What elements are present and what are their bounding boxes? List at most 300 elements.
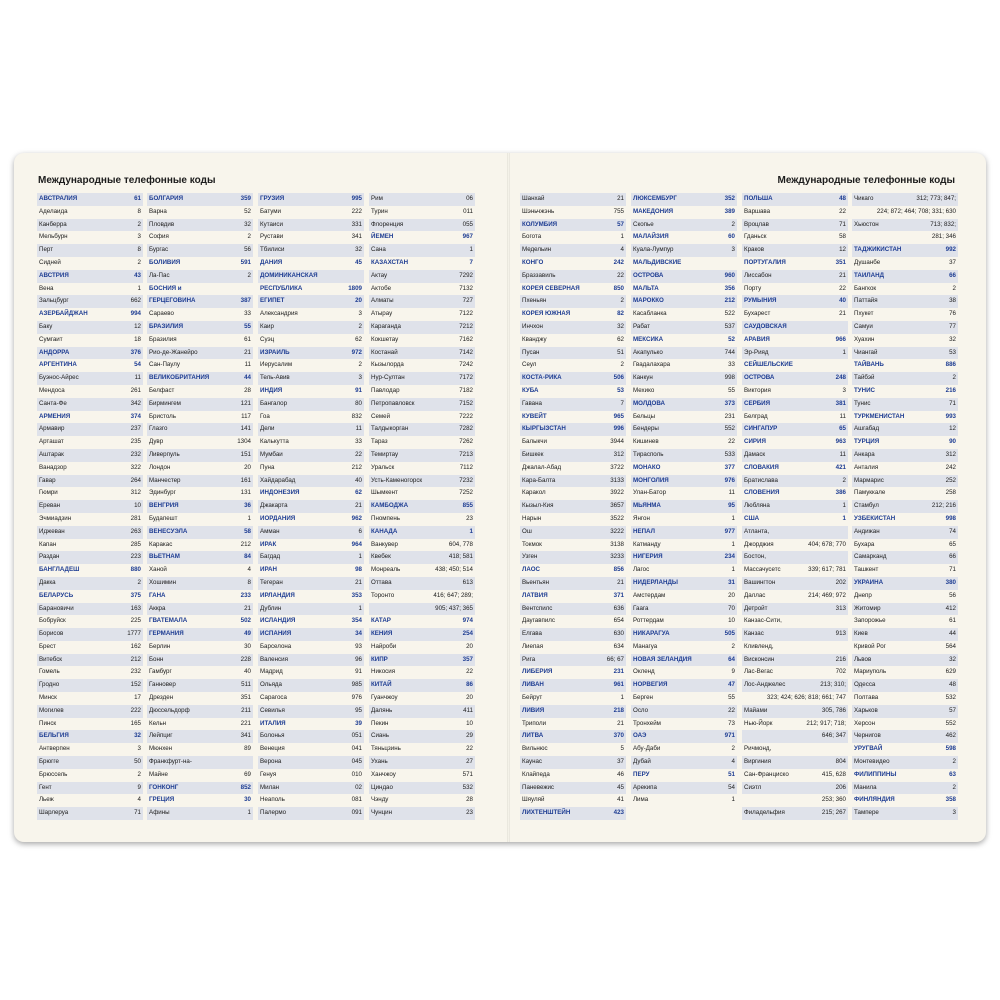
place-name: КУБА [522,386,539,394]
place-name: Джалал-Абад [522,463,562,471]
place-name: Кванджу [522,335,547,343]
city-row [147,513,253,526]
dial-code: 61 [244,335,251,343]
city-row [520,782,626,795]
place-name: Стамбул [854,502,879,510]
dial-code: 3222 [610,527,624,535]
city-row [37,321,143,334]
city-row [852,666,958,679]
city-row [147,539,253,552]
place-name: Акапулько [633,348,663,356]
place-name: МОНГОЛИЯ [633,476,669,484]
dial-code: 77 [949,322,956,330]
dial-code: 2 [137,220,141,228]
country-row [631,295,737,308]
country-row [369,231,475,244]
city-row [520,603,626,616]
place-name: МАЛЬДИВСКИЕ [633,258,682,266]
place-name: Торонто [371,591,395,599]
city-row [520,193,626,206]
dial-code: 06 [466,195,473,202]
place-name: Амман [260,527,280,535]
place-name: Чиангай [854,348,878,356]
dial-code: 552 [945,719,956,727]
city-row [258,462,364,475]
place-name: Семей [371,412,391,420]
place-name: ОСТРОВА [744,374,775,382]
country-row [742,462,848,475]
dial-code: 74 [949,527,956,535]
city-row [520,628,626,641]
country-row [369,257,475,270]
place-name: КИПР [371,655,388,663]
city-row [631,539,737,552]
city-row [631,308,737,321]
place-name: УЗБЕКИСТАН [854,514,896,522]
dial-code: 462 [945,732,956,740]
place-name: Лас-Вегас [744,668,773,676]
dial-code: 63 [949,770,956,778]
dial-code: 12 [949,425,956,433]
country-row [258,385,364,398]
place-name: Бонн [149,655,164,663]
place-name: Глазго [149,425,168,433]
city-row [520,743,626,756]
place-name: Медельин [522,246,552,254]
city-row [742,564,848,577]
dial-code [842,321,846,334]
dial-code: 254 [462,630,473,638]
dial-code: 880 [130,566,141,574]
dial-code: 371 [613,591,624,599]
city-row [742,615,848,628]
place-name: Дакка [39,578,56,586]
city-row [520,295,626,308]
dial-code: 339; 617; 781 [808,566,846,574]
city-row [37,641,143,654]
dial-code: 960 [724,271,735,279]
dial-code: 744 [724,348,735,356]
dial-code: 215; 267 [821,809,846,817]
dial-code: 662 [130,297,141,305]
dial-code: 73 [728,719,735,727]
city-row [37,513,143,526]
dial-code: 22 [839,284,846,292]
dial-code: 48 [839,195,846,202]
country-row [852,794,958,807]
place-name: Харьков [854,706,878,714]
place-name: СЛОВАКИЯ [744,463,779,471]
place-name: Капан [39,540,57,548]
dial-code: 131 [240,489,251,497]
dial-code: 966 [835,335,846,343]
dial-code: 52 [728,335,735,343]
place-name: Шанхай [522,195,545,202]
dial-code: 998 [724,374,735,382]
place-name: Мендоса [39,386,65,394]
place-name: Бирмингем [149,399,181,407]
place-name: Лиссабон [744,271,772,279]
place-name: МЬЯНМА [633,502,661,510]
dial-code: 7142 [459,348,473,356]
dial-code: 702 [835,668,846,676]
city-row [147,756,253,769]
dial-code: 423 [613,809,624,817]
place-name: Буэнос-Айрес [39,374,79,382]
dial-code: 7242 [459,361,473,369]
city-row [37,615,143,628]
place-name: Тампере [854,809,879,817]
dial-code: 976 [724,476,735,484]
place-name: Джорджия [744,540,774,548]
place-name: Елгава [522,630,542,638]
dial-code: 91 [355,386,362,394]
city-row [37,654,143,667]
country-row [258,718,364,731]
country-row [520,411,626,424]
city-row [147,462,253,475]
dial-code: 28 [244,386,251,394]
dial-code: 380 [945,578,956,586]
city-row [258,219,364,232]
city-row [631,359,737,372]
city-row [258,603,364,616]
place-name: Гюмри [39,489,58,497]
dial-code: 438; 450; 514 [435,566,473,574]
country-row [742,295,848,308]
dial-code: 8 [247,578,251,586]
place-name: Кутаиси [260,220,283,228]
place-name: Бейрут [522,694,543,702]
city-row [520,539,626,552]
place-name: Гавар [39,476,56,484]
country-row [147,321,253,334]
dial-code: 10 [728,617,735,625]
dial-code: 222 [351,207,362,215]
dial-code [247,283,251,296]
city-row [742,807,848,820]
dial-code: 21 [244,348,251,356]
place-name: Пусан [522,348,540,356]
city-row [258,308,364,321]
dial-code: 312 [613,450,624,458]
city-row [631,794,737,807]
place-name: Амстердам [633,591,666,599]
place-name: Львов [854,655,872,663]
place-name: Лагос [633,566,650,574]
city-row [631,347,737,360]
place-name: Варна [149,207,167,215]
dial-code: 43 [134,271,141,279]
dial-code: 2 [358,322,362,330]
country-row [520,257,626,270]
place-name: АРМЕНИЯ [39,412,71,420]
place-name: КОНГО [522,258,544,266]
place-name: Эчмиадзин [39,514,72,522]
dial-code: 71 [134,809,141,817]
dial-code: 91 [355,668,362,676]
country-row [258,615,364,628]
place-name: Антверпен [39,745,70,753]
city-row [631,513,737,526]
dial-code: 7282 [459,425,473,433]
place-name: Нью-Йорк [744,719,773,727]
dial-code: 7232 [459,476,473,484]
dial-code: 12 [839,246,846,254]
city-row [742,475,848,488]
place-name: ТАДЖИКИСТАН [854,246,902,254]
city-row [258,743,364,756]
place-name: Бобруйск [39,617,66,625]
country-row [742,334,848,347]
place-name: КАТАР [371,617,391,625]
dial-code: 216 [835,655,846,663]
country-row [852,743,958,756]
dial-code: 36 [244,502,251,510]
dial-code: 985 [351,681,362,689]
dial-code: 963 [835,438,846,446]
city-row [631,321,737,334]
dial-code: 20 [466,642,473,650]
dial-code: 404; 678; 770 [808,540,846,548]
place-name: ГЕРМАНИЯ [149,630,184,638]
place-name: Кызыл-Кия [522,502,554,510]
place-name: Алматы [371,297,394,305]
place-name: ЛИХТЕНШТЕЙН [522,809,571,817]
place-name: Абу-Даби [633,745,661,753]
dial-code: 29 [466,732,473,740]
place-name: Севилья [260,706,285,714]
dial-code: 65 [949,540,956,548]
city-row [369,564,475,577]
dial-code: 322 [130,463,141,471]
place-name: Аштарак [39,450,64,458]
place-name: НОВАЯ ЗЕЛАНДИЯ [633,655,692,663]
city-row [369,321,475,334]
place-name: Херсон [854,719,876,727]
country-row [852,244,958,257]
city-row [147,666,253,679]
dial-code: 533 [724,450,735,458]
country-row [520,219,626,232]
dial-code: 213; 310; [820,681,846,689]
place-name: Бухарест [744,310,771,318]
dial-code: 60 [728,233,735,241]
country-row [37,590,143,603]
dial-code: 377 [724,463,735,471]
dial-code: 22 [839,207,846,215]
city-row [369,193,475,206]
dial-code: 4 [247,566,251,574]
dial-code: 232 [130,668,141,676]
city-row [520,756,626,769]
city-row [258,449,364,462]
place-name: КОРЕЯ СЕВЕРНАЯ [522,284,580,292]
city-row [852,615,958,628]
place-name: Тяньцзинь [371,745,401,753]
place-name: ДОМИНИКАНСКАЯ [260,271,318,279]
dial-code: 95 [728,502,735,510]
dial-code [842,526,846,539]
place-name: СЕРБИЯ [744,399,771,407]
place-name: ИСЛАНДИЯ [260,617,296,625]
city-row [852,398,958,411]
city-row [631,718,737,731]
dial-code: 165 [130,719,141,727]
city-row [258,666,364,679]
city-row [258,244,364,257]
place-name: ИТАЛИЯ [260,719,286,727]
city-row [37,206,143,219]
dial-code: 995 [351,195,362,202]
place-name: Бургас [149,246,169,254]
place-name: ВЕНЕСУЭЛА [149,527,188,535]
place-name: Барановичи [39,604,74,612]
city-row [369,603,475,616]
dial-code: 630 [613,630,624,638]
place-name: Касабланка [633,310,667,318]
place-name: Гавана [522,399,542,407]
city-row [520,615,626,628]
city-row [742,539,848,552]
place-name: ТУНИС [854,386,876,394]
dial-code: 2 [247,233,251,241]
country-row [147,551,253,564]
dial-code: 415, 628 [821,770,846,778]
city-row [37,679,143,692]
place-name: Кокшетау [371,335,399,343]
place-name: Балыкчи [522,438,547,446]
place-name: Гомель [39,668,60,676]
city-row [147,807,253,820]
dial-code: 357 [462,655,473,663]
country-row [147,295,253,308]
place-name: Порту [744,284,762,292]
dial-code [358,270,362,283]
city-row [852,679,958,692]
place-name: ЛИТВА [522,732,544,740]
city-row [852,308,958,321]
place-name: Самарканд [854,553,887,561]
place-name: Хошимин [149,578,177,586]
place-name: Токмок [522,540,542,548]
dial-code: 353 [351,591,362,599]
city-row [852,730,958,743]
dial-code: 02 [355,783,362,791]
city-row [369,411,475,424]
city-row [852,590,958,603]
country-row [520,423,626,436]
city-row [258,730,364,743]
place-name: Канзас-Сити, [744,617,782,625]
dial-code: 55 [728,386,735,394]
dial-code: 52 [244,207,251,215]
city-row [631,219,737,232]
country-row [631,270,737,283]
place-name: Сан-Франциско [744,770,789,778]
dial-code: 44 [949,630,956,638]
place-name: БРАЗИЛИЯ [149,322,184,330]
dial-code [842,743,846,756]
place-name: Брюгге [39,758,59,766]
place-name: Филадельфия [744,809,785,817]
place-name: Тайбэй [854,374,875,382]
city-row [742,308,848,321]
dial-code: 3133 [610,476,624,484]
dial-code: 46 [617,770,624,778]
dial-code: 70 [728,604,735,612]
country-row [258,295,364,308]
place-name: Ганновер [149,681,176,689]
place-name: Дрезден [149,694,174,702]
dial-code: 80 [355,399,362,407]
place-name: Чернигов [854,732,881,740]
dial-code: 1 [842,502,846,510]
dial-code: 33 [355,438,362,446]
place-name: Триполи [522,719,547,727]
place-name: ФИНЛЯНДИЯ [854,796,895,804]
place-name: Ашгабад [854,425,880,433]
dial-code: 962 [351,514,362,522]
dial-code: 356 [724,284,735,292]
place-name: Берлин [149,642,171,650]
dial-code: 141 [240,425,251,433]
place-name: София [149,233,169,241]
dial-code: 9 [137,783,141,791]
dial-code: 7112 [459,463,473,471]
city-row [520,334,626,347]
city-row [852,206,958,219]
city-row [37,283,143,296]
dial-code: 591 [240,258,251,266]
city-row [852,475,958,488]
city-row [369,206,475,219]
city-row [37,257,143,270]
place-name: Каунас [522,758,543,766]
city-row [258,641,364,654]
place-name: АЗЕРБАЙДЖАН [39,310,88,318]
dial-code: 162 [130,642,141,650]
dial-code: 1 [358,604,362,612]
dial-code: 32 [617,322,624,330]
place-name: Иерусалим [260,361,293,369]
city-row [369,807,475,820]
country-row [631,334,737,347]
place-name: Дели [260,425,275,433]
place-name: Ханой [149,566,167,574]
city-row [852,283,958,296]
dial-code: 351 [835,258,846,266]
place-name: Манчестер [149,476,181,484]
dial-code: 11 [839,412,846,420]
country-row [742,257,848,270]
city-row [37,423,143,436]
dial-code: 233 [240,591,251,599]
city-row [742,231,848,244]
dial-code: 242 [945,463,956,471]
dial-code: 323; 424; 626; 818; 661; 747 [766,694,846,702]
country-row [520,372,626,385]
city-row [852,654,958,667]
dial-code: 121 [240,399,251,407]
dial-code: 211 [241,706,251,714]
city-row [852,500,958,513]
dial-code: 263 [130,527,141,535]
country-row [631,206,737,219]
country-row [147,283,253,296]
country-row [369,628,475,641]
dial-code: 3944 [610,438,624,446]
